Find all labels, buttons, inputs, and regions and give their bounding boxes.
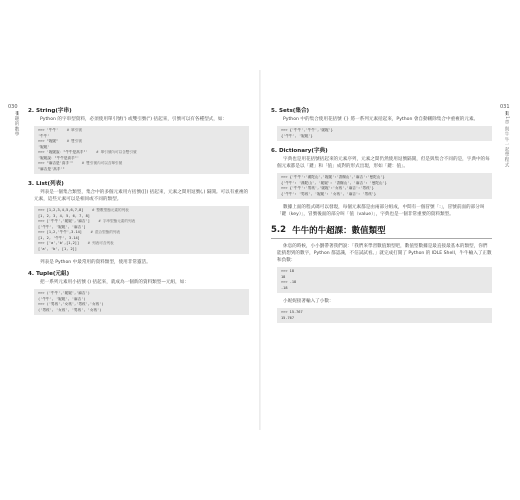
code-text: 18 [281, 274, 286, 279]
code-comment: # 雙引號內可以含單引號 [73, 161, 123, 165]
code-text: >>> "妮妮" [38, 139, 59, 143]
section-sets-heading: 5. Sets(集合) [271, 108, 310, 114]
code-text: >>> {'牛牛':'男孩','妮妮':'女孩','麻吉':'男孩'} [281, 186, 374, 190]
code-text: >>> [1,2,'牛牛',3.14] [38, 230, 82, 234]
code-text: >>> -18 [281, 280, 297, 284]
section-string-heading: 2. String(字串) [28, 108, 72, 114]
code-comment: # 單引號 [58, 128, 82, 132]
code-line [281, 192, 488, 198]
code-line [281, 316, 488, 322]
code-text: '妮妮' [38, 144, 50, 149]
code-block-sets [277, 126, 492, 141]
code-comment: # 列表可含列表 [79, 241, 114, 245]
page-gutter [259, 70, 261, 430]
left-page-number: 030 [8, 104, 18, 110]
section-dict-para: 字典也是用花括號括起來的元素序列，元素之間仍然使用逗號隔開，但是與集合不同的是，字典中的每個元素都是以「鍵」和「值」成對的形式出現，形如「鍵：值」。 [277, 157, 490, 169]
section-52-para: 休息的時候，小小劉帶著我們說：「我們來學習數值類型吧，數值型數據是最直接最基本的類型，你們能猜想到的數字，Python 都認識，不信試試看。」就完成打開了 Python 的 IDLE Shell，牛牛輸入了正數和負數： [277, 244, 492, 263]
code-text: >>> ['a','b',[1,2]] [38, 241, 80, 245]
code-line [38, 308, 245, 314]
code-text: [1, 2, 3, 4, 5, 6, 7, 8] [38, 213, 90, 218]
code-text: >>> ['牛牛','妮妮','麻吉'] [38, 219, 90, 223]
right-page-number: 031 [500, 104, 510, 110]
code-text: ('牛牛', '妮妮', '麻吉') [38, 296, 86, 301]
section-52-number: 5.2 [271, 225, 287, 235]
code-text: >>> {'牛牛':'漢陀山','妮妮':'香榭山','麻吉':'曼陀山'} [281, 175, 385, 179]
section-52-title: 牛牛的牛超課：數值類型 [292, 226, 386, 236]
code-text: [1, 2, '牛牛', 3.14] [38, 235, 80, 240]
code-block-string [34, 126, 249, 174]
code-text: ['牛牛', '妮妮', '麻吉'] [38, 224, 86, 229]
code-text: {'牛牛': '男孩', '妮妮': '女孩', '麻吉': '男孩'} [281, 191, 377, 196]
code-text: >>> [1,2,3,4,5,6,7,8] [38, 208, 84, 212]
section-list-heading: 3. List(列表) [28, 181, 64, 187]
code-text: >>> 18 [281, 269, 294, 273]
code-block-dict [277, 173, 492, 199]
code-text: >>> ('男孩','女孩','男孩','女孩') [38, 302, 104, 306]
section-string-para: Python 的字串型資料，必須使用單引號(') 或雙引號(") 括起來，引號可以有各種型式，如： [40, 117, 228, 122]
code-text: {'牛牛', '妮妮'} [281, 133, 313, 138]
code-line [38, 247, 245, 253]
code-block-list [34, 206, 249, 254]
code-comment: # 整數型態元素的列表 [83, 208, 129, 212]
code-text: 15.767 [281, 315, 294, 320]
section-list-para: 列表是一個集合類型，集合中的多個元素用方括號([]) 括起來，元素之間用逗號(,) 隔開。可以有重複的元素，這些元素可以是相同或不同的類型。 [34, 190, 249, 202]
code-comment: # 單引號內可以含雙引號 [87, 150, 137, 154]
code-text: >>> '牛牛' [38, 128, 59, 132]
code-block-integers [277, 267, 492, 293]
section-list-after: 列表是 Python 中最常用的資料類型，使用非常靈活。 [40, 260, 151, 265]
section-tuple-heading: 4. Tuple(元組) [28, 271, 70, 277]
code-comment: # 雙引號 [58, 139, 82, 143]
section-tuple-para: 把一系列元素用小括號 () 括起來，就成為一個新的資料類型—元組，如： [40, 280, 189, 285]
code-line [38, 167, 245, 173]
code-text: '妮妮說："牛牛是高手"' [38, 155, 79, 160]
code-comment: # 混合型態的列表 [81, 230, 121, 234]
section-dict-heading: 6. Dictionary(字典) [271, 148, 328, 154]
code-text: >>> {'牛牛','牛牛','妮妮'} [281, 128, 333, 132]
code-text: >>> '妮妮說："牛牛是高手"' [38, 150, 88, 154]
section-dict-after: 數據上面的程式碼可以發現，每個元素都是由兩部分組成，中間有一個冒號「:」，冒號前面的部分叫「鍵（key）」，冒號後面的部分叫「值（value）」，字典也是一個非常重要的資料類型。 [277, 205, 485, 217]
section-52-heading [271, 224, 492, 239]
right-side-label: 第1章 與牛牛一起學程式 [504, 111, 509, 168]
section-sets-para: Python 中的集合使用花括號 {} 將一系列元素括起來，Python 會自動刪除集合中重複的元素。 [283, 117, 479, 122]
left-page-body [28, 106, 249, 320]
code-comment: # 字串型態元素的列表 [89, 219, 136, 223]
left-side-label: 有趣的數學 [14, 111, 19, 137]
code-text: >>> 15.767 [281, 310, 303, 314]
code-block-float [277, 308, 492, 323]
code-text: >>> "麻吉是'高手'" [38, 161, 74, 165]
right-page-body [271, 106, 492, 328]
code-text: ['a', 'b', [1, 2]] [38, 246, 77, 251]
section-52-after: 小妮妮接著輸入了小數： [283, 299, 334, 304]
code-text: ('男孩', '女孩', '男孩', '女孩') [38, 307, 102, 312]
code-text: >>> ('牛牛','妮妮','麻吉') [38, 291, 90, 295]
code-text: "麻吉是'高手'" [38, 166, 65, 171]
code-text: '牛牛' [38, 133, 50, 138]
code-text: {'牛牛': '漢陀山', '妮妮': '香榭山', '麻吉': '曼陀山'} [281, 180, 387, 185]
code-line [281, 134, 488, 140]
code-text: -18 [281, 285, 288, 290]
code-block-tuple [34, 289, 249, 315]
code-line [281, 286, 488, 292]
